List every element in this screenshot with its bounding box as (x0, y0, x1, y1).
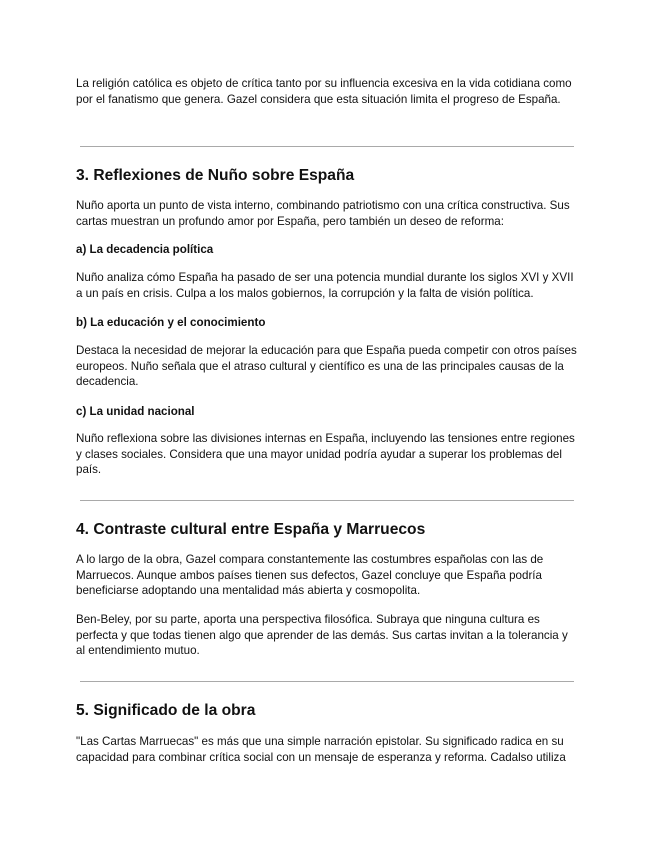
subsection-b-paragraph: Destaca la necesidad de mejorar la educación para que España pueda competir con otros países europeos. Nuño señala que el atraso cultural y científico es una de las principales causas de la decadencia. (76, 344, 577, 389)
section-3-intro-paragraph: Nuño aporta un punto de vista interno, combinando patriotismo con una crítica constructiva. Sus cartas muestran un profundo amor por España, pero también un deseo de reforma: (76, 199, 570, 228)
section-divider (80, 500, 574, 501)
section-divider (80, 681, 574, 682)
section-4-paragraph-1: A lo largo de la obra, Gazel compara constantemente las costumbres españolas con las de Marruecos. Aunque ambos países tienen sus defectos, Gazel concluye que España podría beneficiarse adoptando una mentalidad más abierta y cosmopolita. (76, 553, 544, 598)
section-divider (80, 146, 574, 147)
subsection-c-paragraph: Nuño reflexiona sobre las divisiones internas en España, incluyendo las tensiones entre regiones y clases sociales. Considera que una mayor unidad podría ayudar a superar los problemas del país. (76, 432, 575, 477)
subsection-a-paragraph: Nuño analiza cómo España ha pasado de ser una potencia mundial durante los siglos XVI y XVII a un país en crisis. Culpa a los malos gobiernos, la corrupción y la falta de visión política. (76, 271, 574, 300)
section-5-heading: 5. Significado de la obra (76, 702, 256, 719)
intro-religion-paragraph: La religión católica es objeto de crítica tanto por su influencia excesiva en la vida cotidiana como por el fanatismo que genera. Gazel considera que esta situación limita el progreso de España. (76, 77, 572, 106)
section-5-paragraph-1: "Las Cartas Marruecas" es más que una simple narración epistolar. Su significado radica en su capacidad para combinar crítica social con un mensaje de esperanza y reforma. Cadalso utiliza (76, 735, 566, 764)
section-4-paragraph-2: Ben-Beley, por su parte, aporta una perspectiva filosófica. Subraya que ninguna cultura es perfecta y que todas tienen algo que aprender de las demás. Sus cartas invitan a la tolerancia y al entendimiento mutuo. (76, 613, 568, 658)
section-4-heading: 4. Contraste cultural entre España y Marruecos (76, 521, 426, 538)
subsection-c-heading: c) La unidad nacional (76, 405, 195, 418)
subsection-a-heading: a) La decadencia política (76, 243, 214, 256)
section-3-heading: 3. Reflexiones de Nuño sobre España (76, 167, 355, 184)
subsection-b-heading: b) La educación y el conocimiento (76, 316, 266, 329)
